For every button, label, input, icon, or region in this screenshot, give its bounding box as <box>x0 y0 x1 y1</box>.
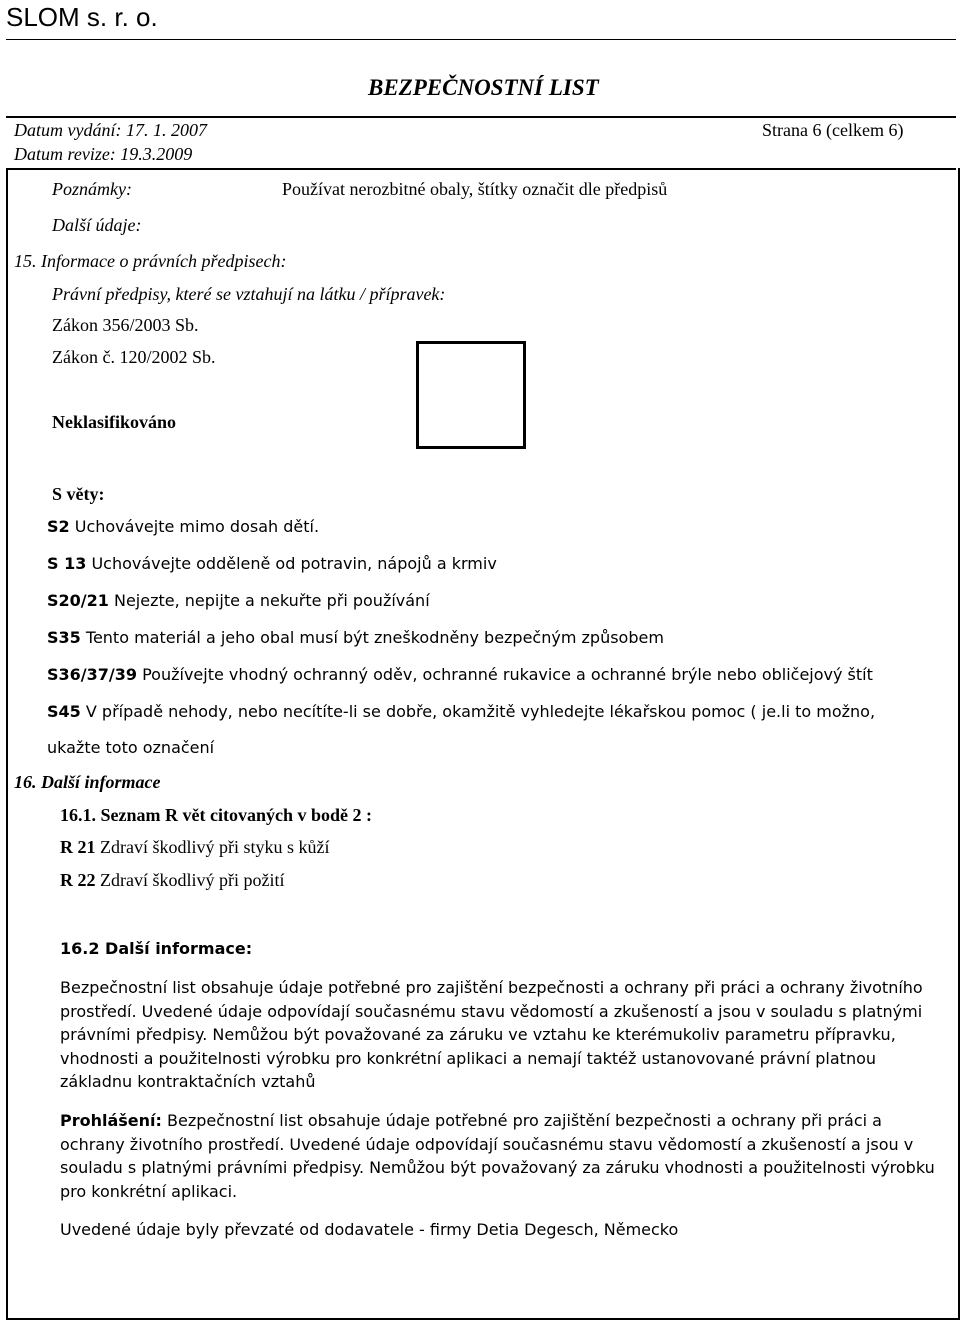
r-phrase: R 22 Zdraví škodlivý při požití <box>60 870 285 890</box>
s-phrase: S45 V případě nehody, nebo necítíte-li se dobře, okamžitě vyhledejte lékařskou pomoc ( je.li to možno, <box>47 702 876 721</box>
declaration-text: Bezpečnostní list obsahuje údaje potřebné pro zajištění bezpečnosti a ochrany při práci a ochrany životního prostředí. Uvedené údaje odpovídají současnému stavu vědomostí a zkušeností a jsou v souladu s platnými právními předpisy. Nemůžou být považovaný za záruku vhodnosti a použitelnosti výrobku pro konkrétní aplikaci. <box>60 1111 935 1201</box>
s-phrase: S2 Uchovávejte mimo dosah dětí. <box>47 517 320 536</box>
source-note: Uvedené údaje byly převzaté od dodavatele - firmy Detia Degesch, Německo <box>60 1220 679 1239</box>
revision-date: Datum revize: 19.3.2009 <box>14 144 193 164</box>
page-number: Strana 6 (celkem 6) <box>762 120 904 140</box>
section16-2-heading: 16.2 Další informace: <box>60 939 253 958</box>
additional-info-paragraph: Bezpečnostní list obsahuje údaje potřebné pro zajištění bezpečnosti a ochrany při práci a ochrany životního prostředí. Uvedené údaje odpovídají současnému stavu vědomostí a zkušeností a jsou v souladu s platnými právními předpisy. Nemůžou být považované za záruku ve vztahu ke kterémukoliv parametru přípravku, vhodnosti a použitelnosti výrobku pro konkrétní aplikaci a nemají taktéž ustanovované právní platnou základnu kontraktačních vztahů <box>60 978 923 1091</box>
s-phrases-heading: S věty: <box>52 484 105 504</box>
notes-label: Poznámky: <box>52 179 132 199</box>
section15-subheading: Právní předpisy, které se vztahují na látku / přípravek: <box>52 284 446 304</box>
s-phrase: S20/21 Nejezte, nepijte a nekuřte při používání <box>47 591 430 610</box>
document-title: BEZPEČNOSTNÍ LIST <box>368 75 599 100</box>
other-data-label: Další údaje: <box>52 215 142 235</box>
top-rule <box>6 39 956 40</box>
r-phrase: R 21 Zdraví škodlivý při styku s kůží <box>60 837 330 857</box>
s-phrase: S36/37/39 Používejte vhodný ochranný oděv, ochranné rukavice a ochranné brýle nebo obličejový štít <box>47 665 873 684</box>
section15-heading: 15. Informace o právních předpisech: <box>14 251 287 271</box>
law-1: Zákon 356/2003 Sb. <box>52 315 199 335</box>
s-phrase: S 13 Uchovávejte odděleně od potravin, nápojů a krmiv <box>47 554 497 573</box>
declaration-label: Prohlášení: <box>60 1111 162 1130</box>
declaration-paragraph <box>60 1109 950 1203</box>
section16-1-heading: 16.1. Seznam R vět citovaných v bodě 2 : <box>60 805 372 825</box>
s45-continuation: ukažte toto označení <box>47 738 215 757</box>
section16-heading: 16. Další informace <box>14 772 161 792</box>
notes-value: Používat nerozbitné obaly, štítky označit dle předpisů <box>282 179 668 199</box>
law-2: Zákon č. 120/2002 Sb. <box>52 347 216 367</box>
empty-symbol-box <box>416 341 526 449</box>
classification: Neklasifikováno <box>52 412 177 432</box>
issue-date: Datum vydání: 17. 1. 2007 <box>14 120 207 140</box>
s-phrase: S35 Tento materiál a jeho obal musí být zneškodněny bezpečným způsobem <box>47 628 664 647</box>
company-name: SLOM s. r. o. <box>6 2 158 32</box>
